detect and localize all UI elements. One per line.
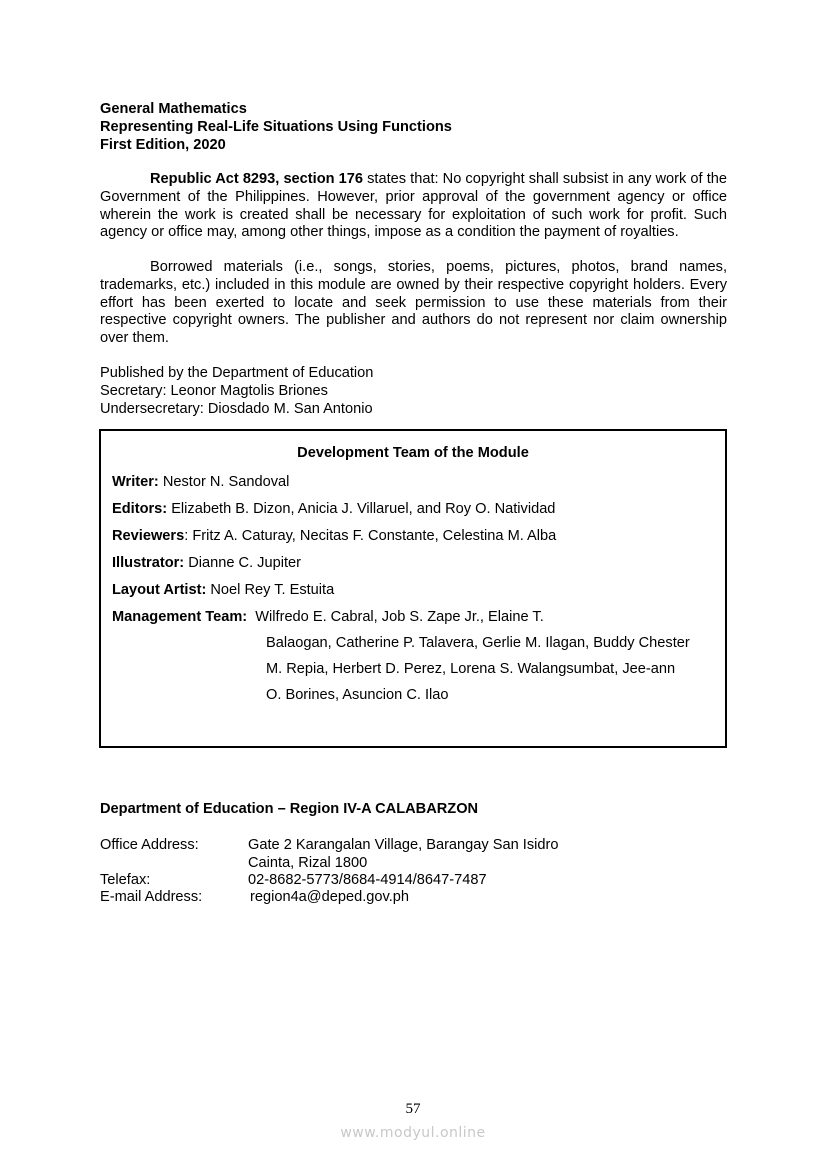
telefax-value: 02-8682-5773/8684-4914/8647-7487 [248,872,487,888]
illustrator-label: Illustrator: [112,555,185,571]
team-title: Development Team of the Module [297,445,529,461]
management-team-continued: Balaogan, Catherine P. Talavera, Gerlie M. Ilagan, Buddy Chester [266,635,690,651]
layout-artist-name: Noel Rey T. Estuita [206,582,335,598]
management-team-continued: M. Repia, Herbert D. Perez, Lorena S. Walangsumbat, Jee-ann [266,661,676,677]
copyright-notice [100,171,727,242]
management-team-line [112,609,544,625]
module-title: Representing Real-Life Situations Using Functions [100,119,452,135]
republic-act-reference: Republic Act 8293, section 176 [150,171,363,187]
illustrator-name: Dianne C. Jupiter [184,555,301,571]
email-label: E-mail Address: [100,889,203,905]
watermark: www.modyul.online [340,1125,486,1141]
page-number: 57 [405,1101,421,1117]
layout-artist-label: Layout Artist: [112,582,207,598]
publisher-line: Published by the Department of Education [100,365,374,381]
editors-label: Editors: [112,501,168,517]
office-address-line2: Cainta, Rizal 1800 [248,855,368,871]
editors-names: Elizabeth B. Dizon, Anicia J. Villaruel, and Roy O. Natividad [167,501,556,517]
document-header [100,100,452,154]
email-value: region4a@deped.gov.ph [250,889,409,905]
telefax-label: Telefax: [100,872,151,888]
development-team-box [99,429,727,748]
reviewers-line [112,528,556,544]
reviewers-names: : Fritz A. Caturay, Necitas F. Constante, Celestina M. Alba [184,528,557,544]
management-team-label: Management Team: [112,609,248,625]
writer-name: Nestor N. Sandoval [158,474,290,490]
layout-artist-line [112,582,334,598]
secretary-line: Secretary: Leonor Magtolis Briones [100,383,328,399]
illustrator-line [112,555,301,571]
office-address-line1: Gate 2 Karangalan Village, Barangay San Isidro [248,837,559,853]
subject-title: General Mathematics [100,101,247,117]
reviewers-label: Reviewers [112,528,185,544]
edition: First Edition, 2020 [100,137,226,153]
management-team-continued: O. Borines, Asuncion C. Ilao [266,687,449,703]
writer-line [112,474,289,490]
undersecretary-line: Undersecretary: Diosdado M. San Antonio [100,401,373,417]
copyright-notice-text: states that: No copyright shall subsist in any work of the Government of the Philippines. However, prior approval of the government agency or office wherein the work is created shall be necessary for exploitation of such work for profit. Such agency or office may, among other things, impose as a condition the payment of royalties. [100,171,727,241]
borrowed-materials-notice [100,259,727,348]
borrowed-materials-text: Borrowed materials (i.e., songs, stories, poems, pictures, photos, brand names, trademarks, etc.) included in this module are owned by their respective copyright holders. Every effort has been exerted to locate and seek permission to use these materials from their respective copyright owners. The publisher and authors do not represent nor claim ownership over them. [100,259,727,347]
region-title: Department of Education – Region IV-A CALABARZON [100,801,479,817]
management-team-names: Wilfredo E. Cabral, Job S. Zape Jr., Elaine T. [247,609,544,625]
writer-label: Writer: [112,474,159,490]
office-address-label: Office Address: [100,837,199,853]
publisher-info [100,364,373,418]
editors-line [112,501,555,517]
